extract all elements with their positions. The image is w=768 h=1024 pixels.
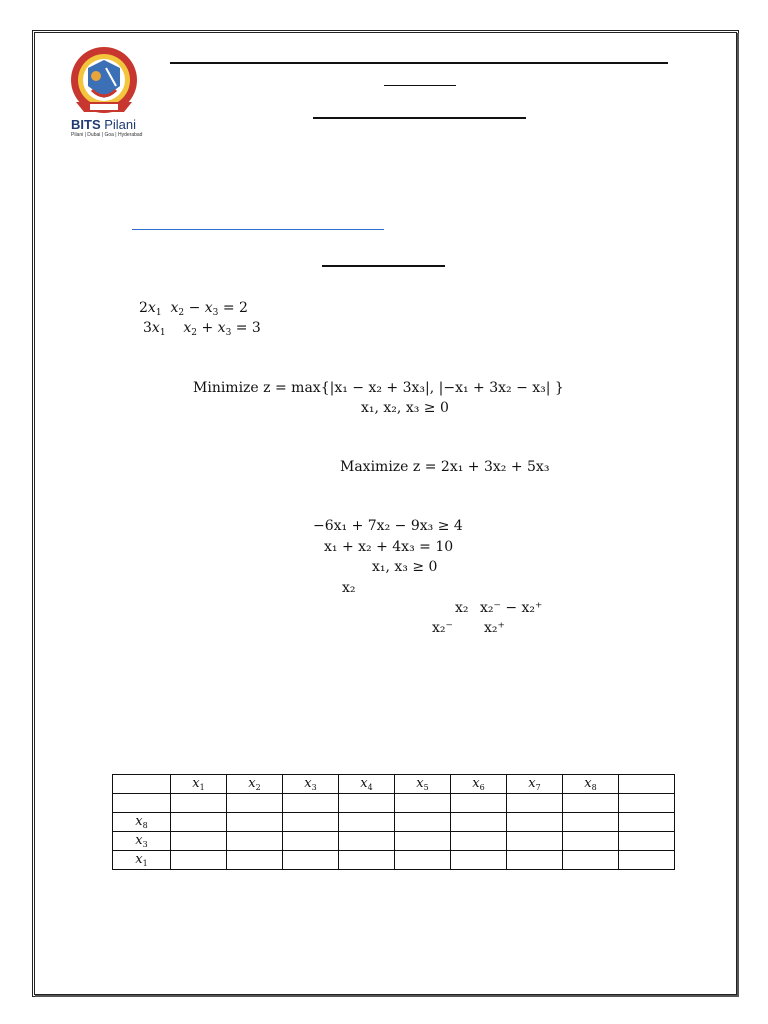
table-header-cell: $x_1$ bbox=[171, 775, 227, 794]
table-header-cell: $x_6$ bbox=[451, 775, 507, 794]
constraint-2: x₁ + x₂ + 4x₃ = 10 bbox=[324, 539, 454, 555]
row-label: $x_3$ bbox=[113, 832, 171, 851]
row-label: $x_8$ bbox=[113, 813, 171, 832]
logo-wordmark: BITS Pilani bbox=[71, 117, 137, 132]
section-rule bbox=[322, 265, 445, 267]
constraint-3: x₁, x₃ ≥ 0 bbox=[372, 559, 438, 575]
header-rule-short bbox=[384, 85, 456, 86]
unrestricted-variable: x₂ bbox=[342, 580, 356, 596]
row-label: $x_1$ bbox=[113, 851, 171, 870]
table-header-cell: $x_3$ bbox=[283, 775, 339, 794]
page-shadow-right bbox=[737, 33, 739, 997]
table-row bbox=[113, 794, 675, 813]
substitution-pos: x₂⁺ bbox=[484, 620, 505, 636]
table-header-cell: $x_4$ bbox=[339, 775, 395, 794]
hyperlink-underline[interactable] bbox=[132, 229, 384, 230]
substitution-neg: x₂⁻ bbox=[432, 620, 453, 636]
table-row bbox=[113, 851, 675, 870]
substitution-var: x₂ bbox=[455, 600, 469, 616]
table-row bbox=[113, 813, 675, 832]
table-header-cell: $x_2$ bbox=[227, 775, 283, 794]
nonnegativity-1: x₁, x₂, x₃ ≥ 0 bbox=[361, 400, 449, 416]
simplex-table bbox=[112, 774, 675, 870]
table-header-cell bbox=[619, 775, 675, 794]
equation-2: $3x_1$ $x_2 + x_3 = 3$ bbox=[143, 320, 261, 338]
table-header-cell: $x_8$ bbox=[563, 775, 619, 794]
table-row bbox=[113, 832, 675, 851]
table-header-row bbox=[113, 775, 675, 794]
header-rule-long bbox=[170, 62, 668, 64]
table-header-cell: $x_5$ bbox=[395, 775, 451, 794]
table-header-cell bbox=[113, 775, 171, 794]
page-shadow-bottom bbox=[35, 995, 739, 997]
table-header-cell: $x_7$ bbox=[507, 775, 563, 794]
constraint-1: −6x₁ + 7x₂ − 9x₃ ≥ 4 bbox=[313, 518, 463, 534]
equation-1: $2x_1$ $x_2 - x_3 = 2$ bbox=[139, 300, 248, 318]
header-rule-medium bbox=[313, 117, 526, 119]
objective-minimize: Minimize z = max{|x₁ − x₂ + 3x₃|, |−x₁ + 3x₂ − x₃| } bbox=[193, 380, 564, 396]
substitution-expr: x₂⁻ − x₂⁺ bbox=[480, 600, 543, 616]
logo-campuses: Pilani | Dubai | Goa | Hyderabad bbox=[71, 132, 143, 138]
row-label bbox=[113, 794, 171, 813]
objective-maximize: Maximize z = 2x₁ + 3x₂ + 5x₃ bbox=[340, 459, 550, 475]
